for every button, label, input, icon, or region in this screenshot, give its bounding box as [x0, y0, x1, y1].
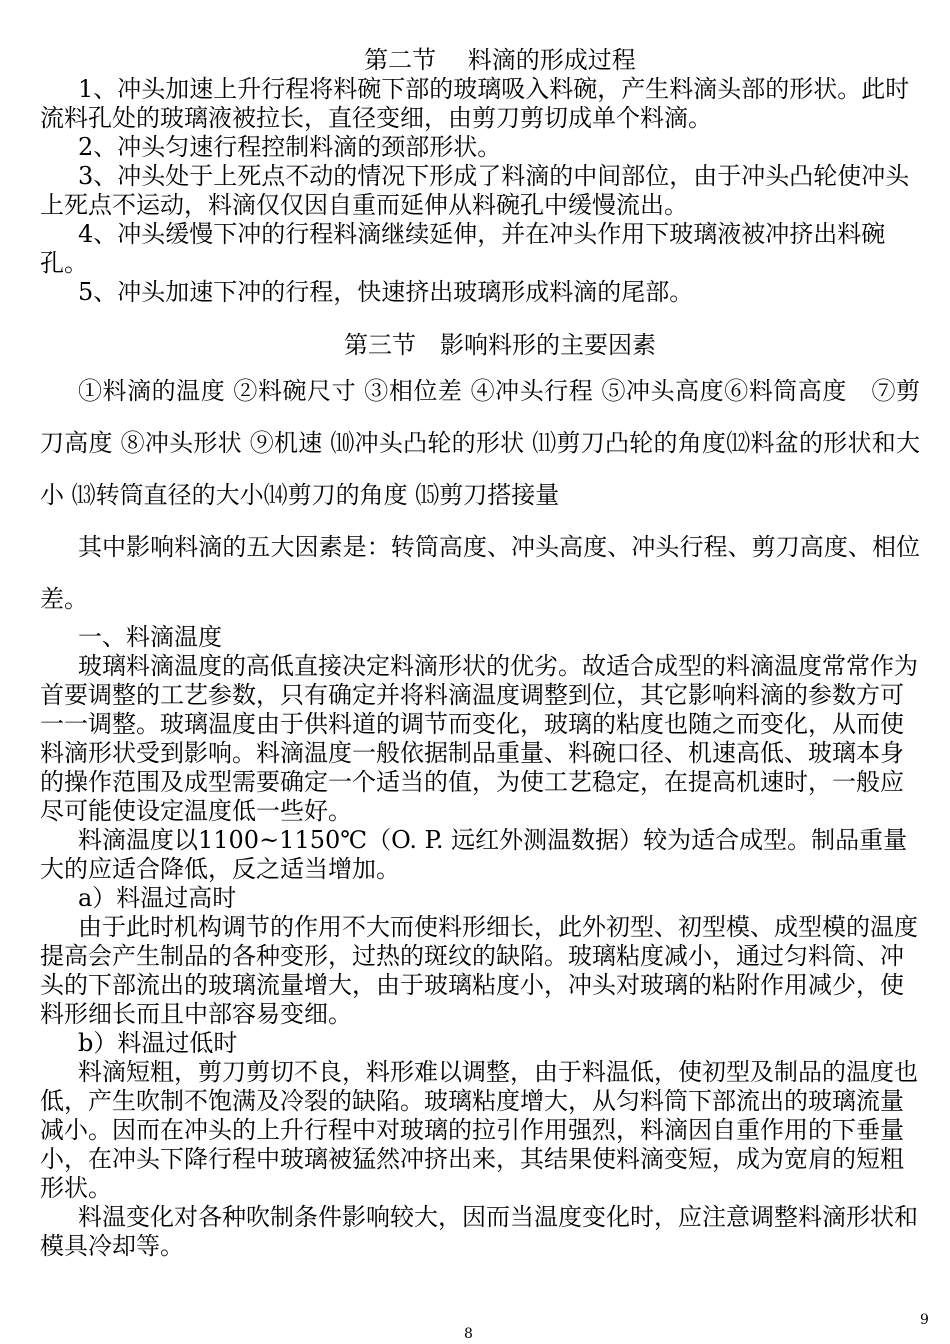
part-1-paragraph-2: 料滴温度以1100~1150℃（O. P. 远红外测温数据）较为适合成型。制品重量大的应适合降低，反之适当增加。 [40, 826, 908, 883]
section-3-title: 第三节 影响料形的主要因素 [344, 331, 656, 359]
page-number-right: 9 [920, 1312, 929, 1328]
part-1-paragraph-1: 玻璃料滴温度的高低直接决定料滴形状的优劣。故适合成型的料滴温度常常作为首要调整的工艺参数，只有确定并将料滴温度调整到位，其它影响料滴的参数方可一一调整。玻璃温度由于供料道的调节而变化，玻璃的粘度也随之而变化，从而使料滴形状受到影响。料滴温度一般依据制品重量、料碗口径、机速高低、玻璃本身的操作范围及成型需要确定一个适当的值，为使工艺稳定，在提高机速时，一般应尽可能使设定温度低一些好。 [40, 652, 918, 825]
step-3: 3、冲头处于上死点不动的情况下形成了料滴的中间部位，由于冲头凸轮使冲头上死点不运动，料滴仅仅因自重而延伸从料碗孔中缓慢流出。 [40, 162, 910, 219]
factor-list-text: ①料滴的温度 ②料碗尺寸 ③相位差 ④冲头行程 ⑤冲头高度⑥料筒高度 ⑦剪刀高度 ⑧冲头形状 ⑨机速 ⑽冲头凸轮的形状 ⑾剪刀凸轮的角度⑿料盆的形状和大小 ⒀转筒直径的大小⒁剪刀的角度 ⒂剪刀搭接量 [40, 377, 920, 509]
step-2: 2、冲头匀速行程控制料滴的颈部形状。 [78, 133, 502, 161]
step-4: 4、冲头缓慢下冲的行程料滴继续延伸，并在冲头作用下玻璃液被冲挤出料碗孔。 [40, 220, 886, 277]
temperature-note: 料温变化对各种吹制条件影响较大，因而当温度变化时，应注意调整料滴形状和模具冷却等。 [40, 1203, 918, 1260]
section-2-title: 第二节 料滴的形成过程 [364, 46, 636, 74]
factor-list [40, 365, 920, 625]
step-5: 5、冲头加速下冲的行程，快速挤出玻璃形成料滴的尾部。 [78, 278, 694, 306]
subsection-b-heading: b）料温过低时 [78, 1029, 238, 1057]
part-1-gob-temperature [40, 623, 920, 1261]
part-1-heading: 一、料滴温度 [78, 623, 222, 651]
five-factors-text: 其中影响料滴的五大因素是：转筒高度、冲头高度、冲头行程、剪刀高度、相位差。 [40, 533, 920, 613]
subsection-a-heading: a）料温过高时 [78, 884, 237, 912]
step-1: 1、冲头加速上升行程将料碗下部的玻璃吸入料碗，产生料滴头部的形状。此时流料孔处的玻璃液被拉长，直径变细，由剪刀剪切成单个料滴。 [40, 75, 910, 132]
section-2 [40, 46, 920, 307]
page-content [40, 46, 920, 1261]
subsection-a-text: 由于此时机构调节的作用不大而使料形细长，此外初型、初型模、成型模的温度提高会产生制品的各种变形，过热的斑纹的缺陷。玻璃粘度减小，通过匀料筒、冲头的下部流出的玻璃流量增大，由于玻璃粘度小，冲头对玻璃的粘附作用减少，使料形细长而且中部容易变细。 [40, 913, 918, 1028]
page-number-left: 8 [464, 1326, 473, 1342]
subsection-b-text: 料滴短粗，剪刀剪切不良，料形难以调整，由于料温低，使初型及制品的温度也低，产生吹制不饱满及冷裂的缺陷。玻璃粘度增大，从匀料筒下部流出的玻璃流量减小。因而在冲头的上升行程中对玻璃的拉引作用强烈，料滴因自重作用的下垂量小，在冲头下降行程中玻璃被猛然冲挤出来，其结果使料滴变短，成为宽肩的短粗形状。 [40, 1058, 918, 1202]
section-3 [40, 329, 920, 625]
